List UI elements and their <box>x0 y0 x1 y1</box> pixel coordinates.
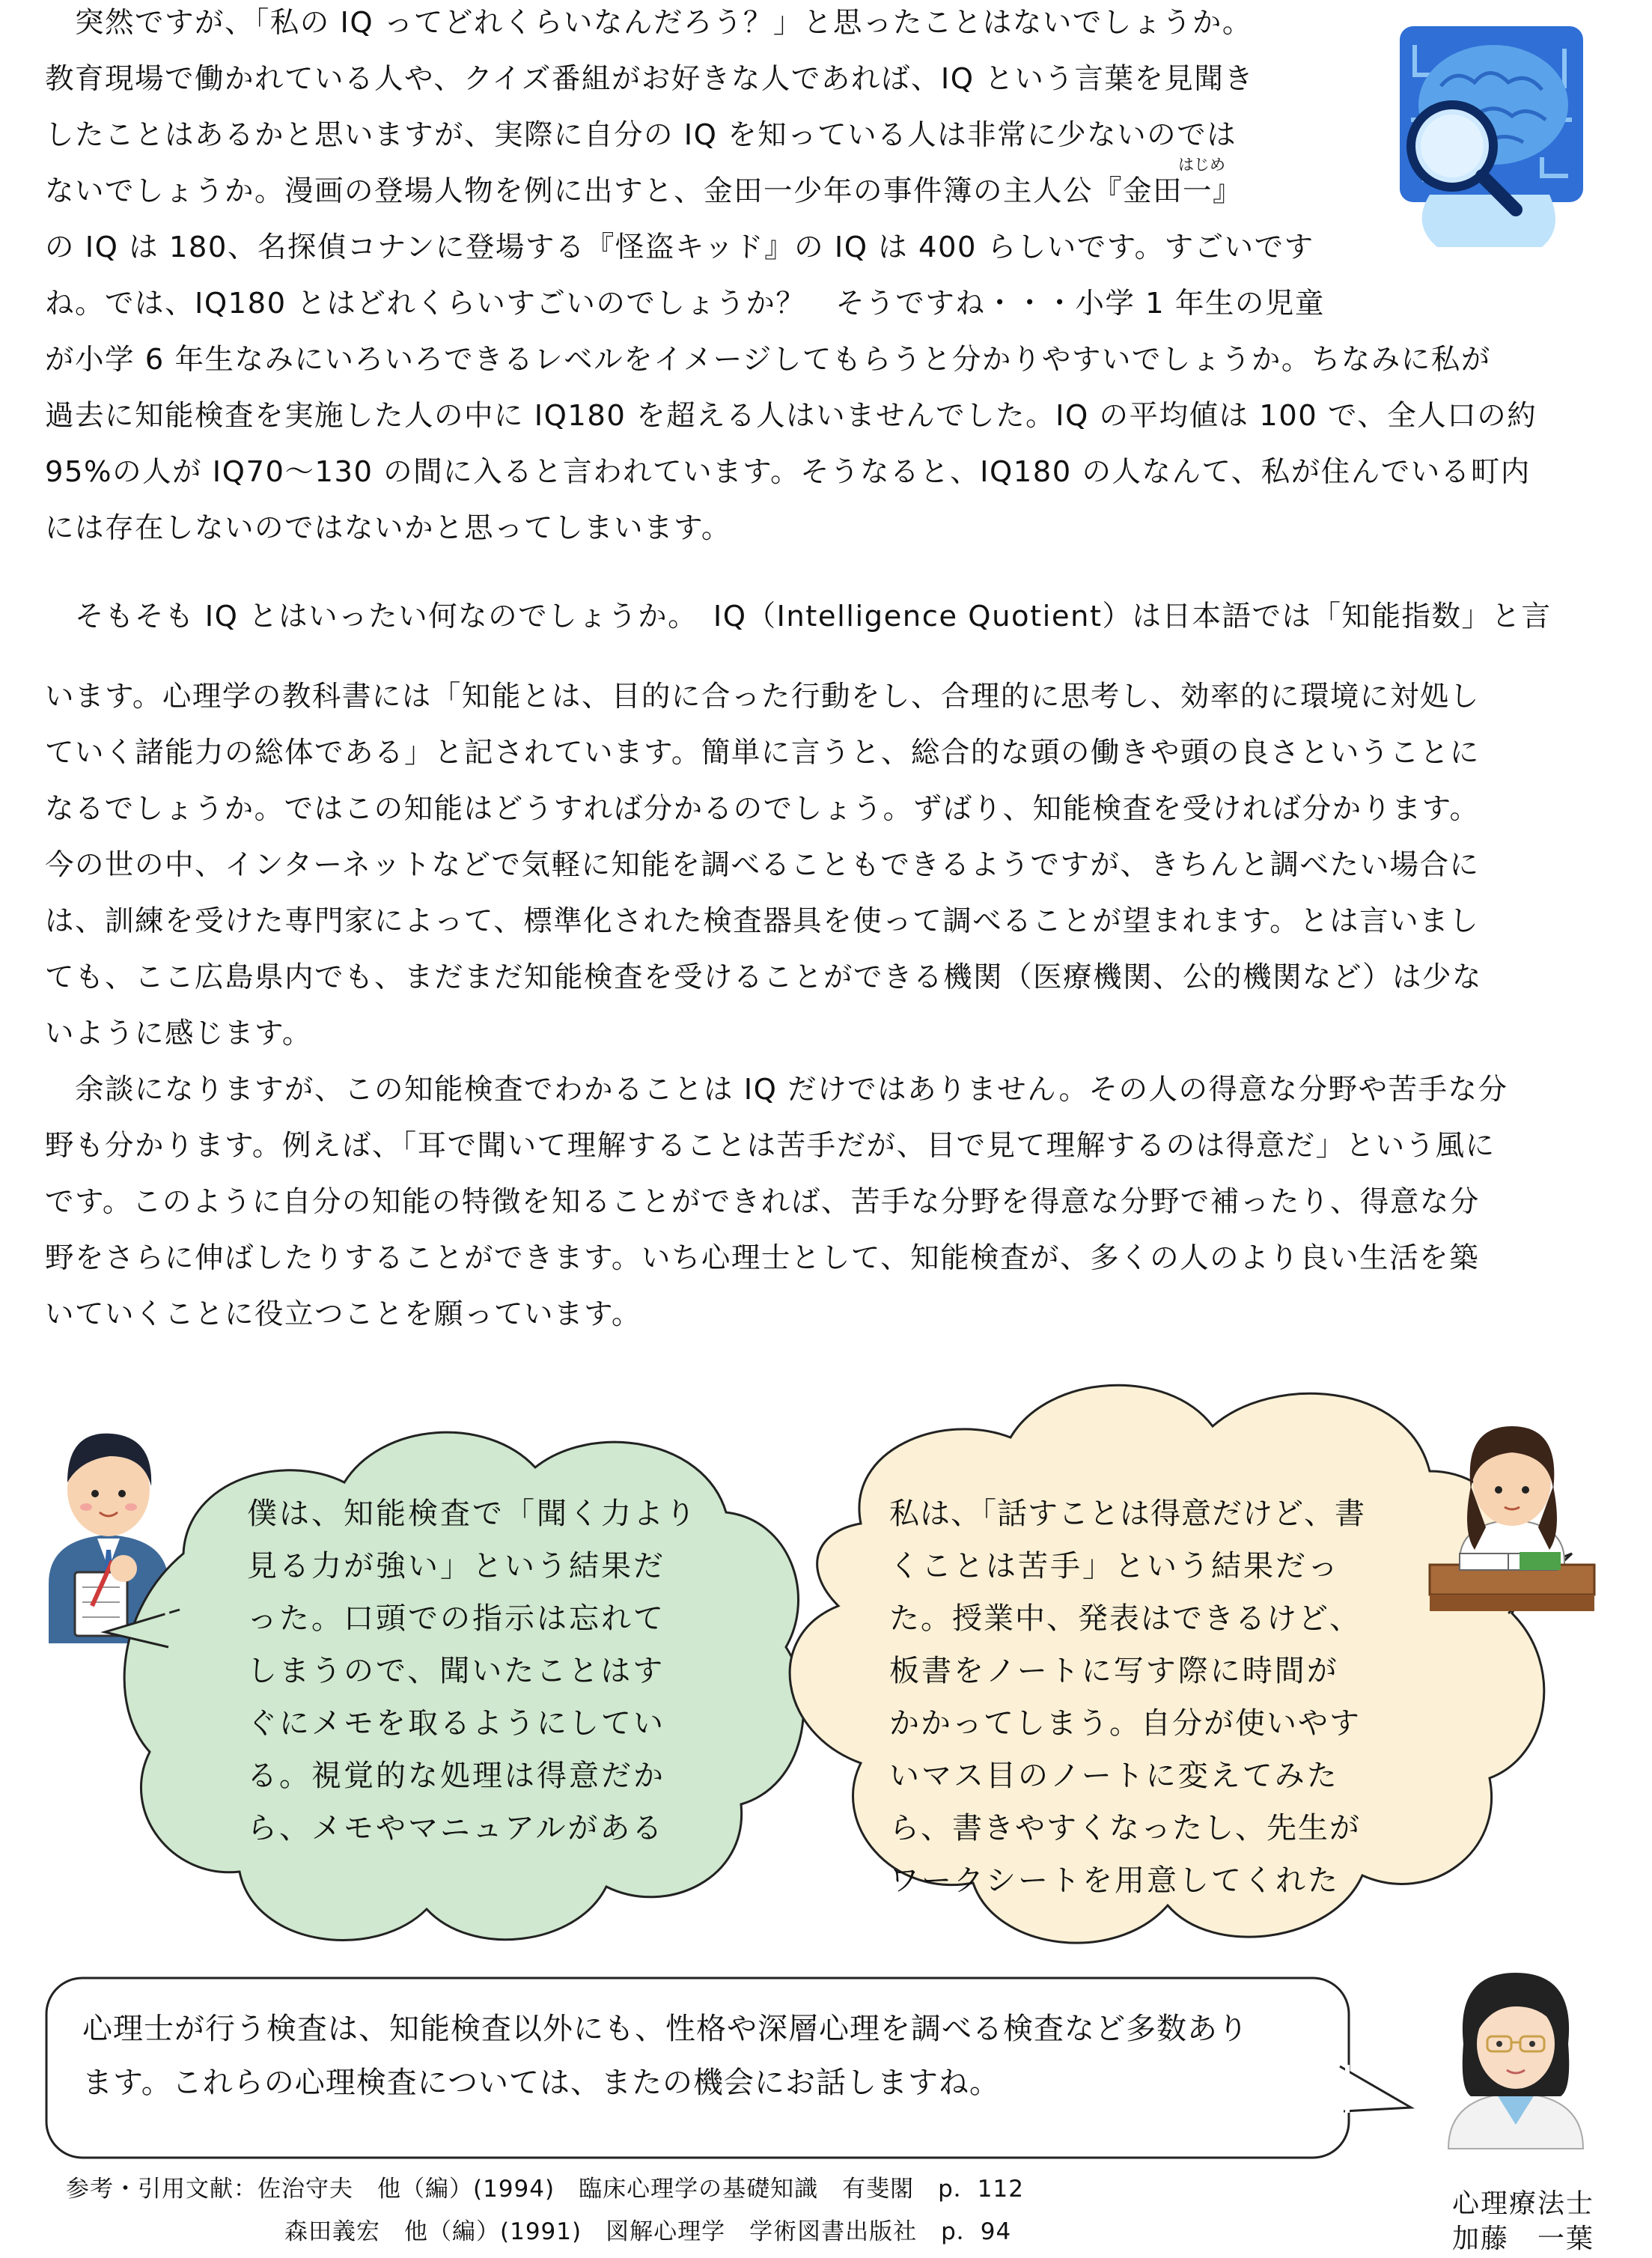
bubble-line: いマス目のノートに変えてみた <box>889 1759 1339 1793</box>
bubble-line: ら、メモやマニュアルがある <box>247 1811 665 1845</box>
bubble-line: 板書をノートに写す際に時間が <box>889 1654 1339 1688</box>
bubble-line: 見る力が強い」という結果だ <box>247 1549 665 1583</box>
text-segment: ないでしょうか。漫画の登場人物を例に出すと、金田一少年の事件簿の主人公『金田 <box>45 174 1183 208</box>
text-line: には存在しないのではないかと思ってしまいます。 <box>45 511 731 545</box>
bubble-line: 私は、「話すことは得意だけど、書 <box>889 1497 1365 1531</box>
text-line: 過去に知能検査を実施した人の中に IQ180 を超える人はいませんでした。IQ の平均値は 100 で、全人口の約 <box>45 399 1537 433</box>
reference-line: 森田義宏 他（編）(1991) 図解心理学 学術図書出版社 p．94 <box>284 2218 1012 2245</box>
text-line: います。心理学の教科書には「知能とは、目的に合った行動をし、合理的に思考し、効率的に環境に対処し <box>45 680 1480 713</box>
text-line: いように感じます。 <box>45 1017 312 1050</box>
author-name: 加藤 一葉 <box>1452 2224 1595 2254</box>
text-segment: 』 <box>1213 174 1243 208</box>
text-line: 余談になりますが、この知能検査でわかることは IQ だけではありません。その人の得意な分野や苦手な分 <box>45 1073 1508 1107</box>
bubble-line: ぐにメモを取るようにしてい <box>247 1706 665 1741</box>
text-line: 野も分かります。例えば、「耳で聞いて理解することは苦手だが、目で見て理解するのは得意だ」という風に <box>45 1129 1496 1163</box>
bubble-line: った。口頭での指示は忘れて <box>247 1601 665 1636</box>
girl-studying-illustration <box>1415 1411 1609 1651</box>
bubble-line: かかってしまう。自分が使いやす <box>889 1706 1361 1741</box>
bubble-line: る。視覚的な処理は得意だか <box>247 1759 665 1793</box>
bubble-line: ます。これらの心理検査については、またの機会にお話しますね。 <box>82 2066 1000 2100</box>
text-line: 今の世の中、インターネットなどで気軽に知能を調べることもできるようですが、きちんと調べたい場合に <box>45 848 1480 882</box>
bubble-line: ら、書きやすくなったし、先生が <box>889 1811 1361 1845</box>
bubble-line: しまうので、聞いたことはす <box>247 1654 665 1688</box>
text-line: 野をさらに伸ばしたりすることができます。いち心理士として、知能検査が、多くの人のより良い生活を築 <box>45 1241 1480 1275</box>
bubble-line: くことは苦手」という結果だっ <box>889 1549 1340 1583</box>
counselor-portrait <box>1418 1962 1613 2149</box>
text-line: ね。では、IQ180 とはどれくらいすごいのでしょうか？ そうですね・・・小学 1 年生の児童 <box>45 287 1325 320</box>
text-line: 突然ですが、「私の IQ ってどれくらいなんだろう？」と思ったことはないでしょうか。 <box>45 6 1252 40</box>
bubble-line: 心理士が行う検査は、知能検査以外にも、性格や深層心理を調べる検査など多数あり <box>82 2012 1249 2046</box>
text-line: の IQ は 180、名探偵コナンに登場する『怪盗キッド』の IQ は 400 らしいです。すごいです <box>45 231 1314 264</box>
text-line: は、訓練を受けた専門家によって、標準化された検査器具を使って調べることが望まれます。とは言いまし <box>45 904 1480 938</box>
brain-magnifier-illustration <box>1377 15 1602 255</box>
text-line: 教育現場で働かれている人や、クイズ番組がお好きな人であれば、IQ という言葉を見聞き <box>45 62 1255 96</box>
bubble-line: 僕は、知能検査で「聞く力より <box>247 1497 698 1531</box>
text-line: 95%の人が IQ70～130 の間に入ると言われています。そうなると、IQ180 の人なんて、私が住んでいる町内 <box>45 455 1531 489</box>
text-line: したことはあるかと思いますが、実際に自分の IQ を知っている人は非常に少ないのでは <box>45 118 1237 152</box>
text-line: いていくことに役立つことを願っています。 <box>45 1297 641 1331</box>
boy-speech-bubble <box>112 1408 823 1976</box>
text-line: です。このように自分の知能の特徴を知ることができれば、苦手な分野を得意な分野で補ったり、得意な分 <box>45 1185 1480 1219</box>
author-title: 心理療法士 <box>1452 2188 1595 2219</box>
text-line: が小学 6 年生なみにいろいろできるレベルをイメージしてもらうと分かりやすいでしょうか。ちなみに私が <box>45 343 1491 377</box>
bubble-line: た。授業中、発表はできるけど、 <box>889 1601 1361 1636</box>
text-line: そもそも IQ とはいったい何なのでしょうか。 IQ（Intelligence Quotient）は日本語では「知能指数」と言 <box>45 600 1552 633</box>
bubble-line: ワークシートを用意してくれた <box>889 1863 1340 1898</box>
text-line <box>45 156 1243 208</box>
text-line: なるでしょうか。ではこの知能はどうすれば分かるのでしょう。ずばり、知能検査を受ければ分かります。 <box>45 792 1480 826</box>
text-line: ていく諸能力の総体である」と記されています。簡単に言うと、総合的な頭の働きや頭の良さということに <box>45 736 1480 770</box>
text-line: ても、ここ広島県内でも、まだまだ知能検査を受けることができる機関（医療機関、公的機関など）は少な <box>45 961 1483 994</box>
ruby-base: 一 <box>1183 174 1213 208</box>
reference-line: 参考・引用文献：佐治守夫 他（編）(1994) 臨床心理学の基礎知識 有斐閣 p．112 <box>66 2176 1024 2203</box>
ruby-reading: はじめ <box>1178 156 1226 174</box>
ruby-name <box>1178 156 1226 208</box>
